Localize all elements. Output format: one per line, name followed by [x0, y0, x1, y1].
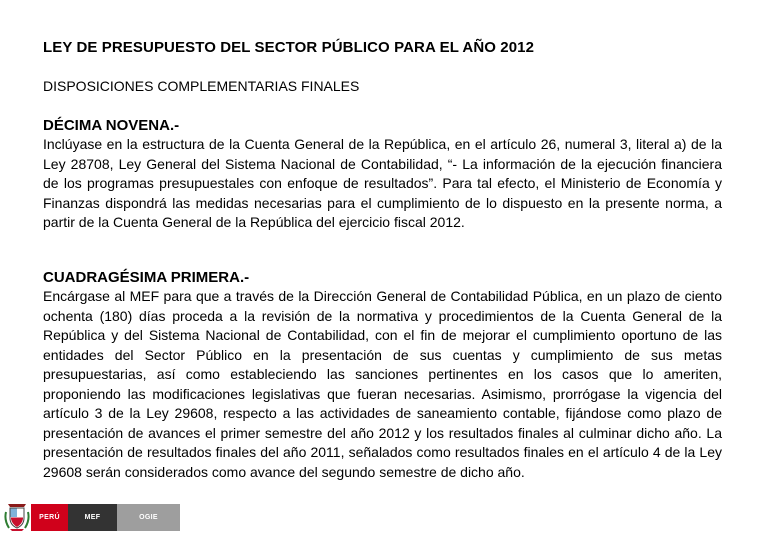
- page-subtitle: DISPOSICIONES COMPLEMENTARIAS FINALES: [43, 78, 360, 94]
- footer-mef-segment: MEF: [68, 504, 117, 531]
- peru-coat-of-arms-icon: [4, 502, 30, 532]
- provision-section: [43, 116, 722, 233]
- provision-body: Encárgase al MEF para que a través de la Dirección General de Contabilidad Pública, en un plazo de ciento ochenta (180) días proceda a la revisión de la normativa y procedimientos de la Cuenta General de la República y del Sistema Nacional de Contabilidad, con el fin de mejorar el cumplimiento oportuno de las entidades del Sector Público en la presentación de sus cuentas y cumplimiento de sus metas presupuestarias, así como estableciendo las sanciones pertinentes en los casos que lo ameriten, proponiendo las modificaciones legislativas que fueran necesarias. Asimismo, prorrógase la vigencia del artículo 3 de la Ley 29608, respecto a las actividades de saneamiento contable, fijándose como plazo de presentación de avances el primer semestre del año 2012 y los resultados finales al culminar dicho año. La presentación de resultados finales del año 2011, señalados como resultados finales en el artículo 4 de la Ley 29608 serán considerados como avance del segundo semestre de dicho año.: [43, 288, 722, 480]
- provision-heading: CUADRAGÉSIMA PRIMERA.-: [43, 269, 250, 286]
- footer-logo-bar: [0, 500, 190, 532]
- footer-peru-segment: PERÚ: [31, 504, 68, 531]
- provision-body: Inclúyase en la estructura de la Cuenta General de la República, en el artículo 26, numeral 3, literal a) de la Ley 28708, Ley General del Sistema Nacional de Contabilidad, “- La información de la ejecución financiera de los programas presupuestales con enfoque de resultados”. Para tal efecto, el Ministerio de Economía y Finanzas dispondrá las medidas necesarias para el cumplimiento de lo dispuesto en la presente norma, a partir de la Cuenta General de la República del ejercicio fiscal 2012.: [43, 136, 722, 230]
- provision-section: [43, 268, 722, 482]
- provision-heading: DÉCIMA NOVENA.-: [43, 117, 180, 134]
- footer-ogie-segment: OGIE: [117, 504, 180, 531]
- page-title: LEY DE PRESUPUESTO DEL SECTOR PÚBLICO PARA EL AÑO 2012: [43, 39, 535, 56]
